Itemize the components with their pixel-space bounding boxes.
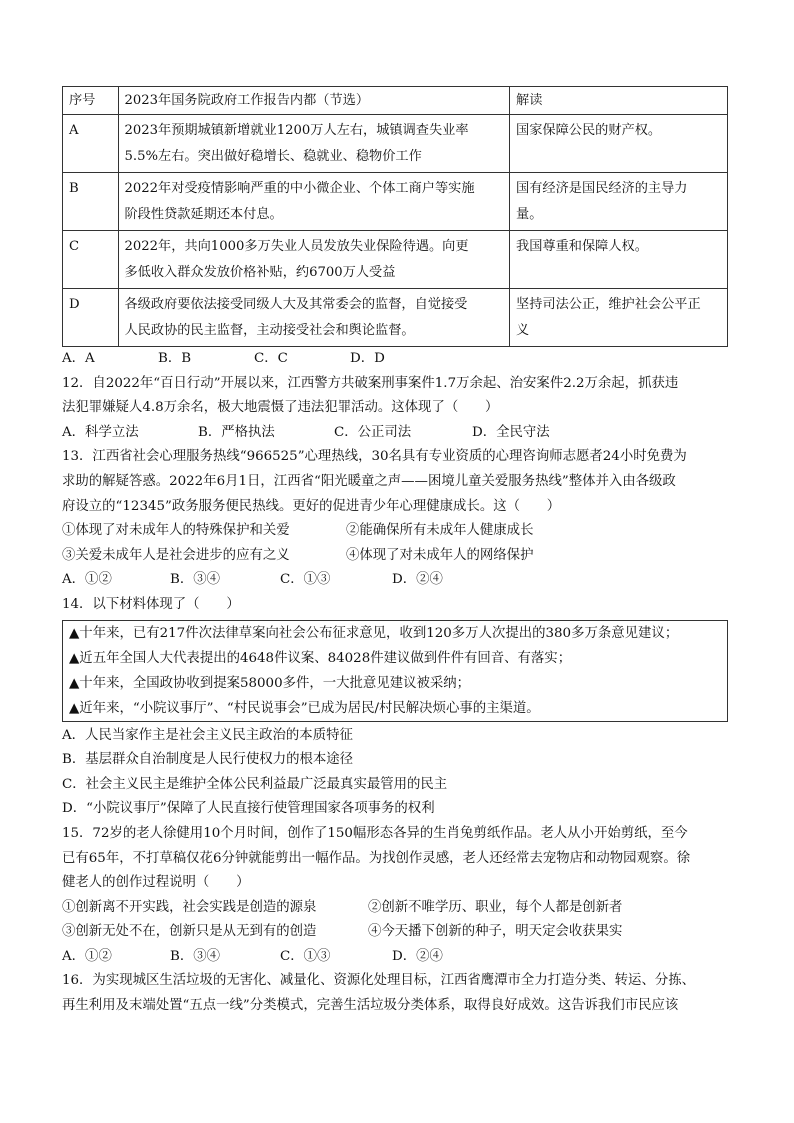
row-reading-line: 坚持司法公正，维护社会公平正 (516, 297, 701, 312)
table-row (63, 173, 728, 231)
question-stem-line: 已有65年，不打草稿仅花6分钟就能剪出一幅作品。为找创作灵感，老人还经常去宠物店和动物园观察。徐 (62, 850, 691, 866)
question-16 (62, 969, 732, 1018)
option-a[interactable]: A．A (62, 351, 95, 366)
q12-options (62, 421, 732, 446)
option-a[interactable]: A．人民当家作主是社会主义民主政治的本质特征 (62, 727, 353, 743)
row-content (118, 231, 510, 289)
row-content (118, 173, 510, 231)
question-stem-line: 14．以下材料体现了（ ） (62, 596, 240, 612)
statement-3: ③关爱未成年人是社会进步的应有之义 (62, 547, 290, 563)
statement-row (62, 519, 732, 544)
row-content-line: 多低收入群众发放价格补贴，约6700万人受益 (124, 265, 396, 280)
option-a[interactable]: A．①② (62, 572, 112, 588)
question-stem-line: 12．自2022年“百日行动”开展以来，江西警方共破案刑事案件1.7万余起、治安案件2.2万余起，抓获违 (62, 375, 679, 391)
material-line: ▲十年来，全国政协收到提案58000多件，一大批意见建议被采纳； (69, 675, 471, 691)
statement-4: ④今天播下创新的种子，明天定会收获果实 (368, 924, 623, 940)
option-d[interactable]: D．D (350, 351, 385, 366)
question-stem-line: 15．72岁的老人徐健用10个月时间，创作了150幅形态各异的生肖兔剪纸作品。老人从小开始剪纸，至今 (62, 825, 688, 841)
material-box (62, 620, 728, 722)
option-b[interactable]: B．基层群众自治制度是人民行使权力的根本途径 (62, 752, 354, 768)
question-stem-line: 再生利用及末端处置“五点一线”分类模式，完善生活垃圾分类体系，取得良好成效。这告诉我们市民应该 (62, 998, 679, 1014)
statement-4: ④体现了对未成年人的网络保护 (346, 547, 534, 563)
option-b[interactable]: B．③④ (170, 572, 221, 588)
question-stem-line: 16．为实现城区生活垃圾的无害化、减量化、资源化处理目标，江西省鹰潭市全力打造分类、转运、分拣、 (62, 973, 696, 989)
question-14 (62, 593, 732, 822)
row-content-line: 2023年预期城镇新增就业1200万人左右，城镇调查失业率 (124, 123, 469, 138)
row-reading (510, 231, 728, 289)
table-row (63, 115, 728, 173)
row-content (118, 289, 510, 347)
row-content-line: 人民政协的民主监督，主动接受社会和舆论监督。 (124, 323, 415, 338)
row-reading-line: 国有经济是国民经济的主导力 (516, 181, 688, 196)
material-line: ▲近五年全国人大代表提出的4648件议案、84028件建议做到件件有回音、有落实； (69, 650, 572, 666)
option-d[interactable]: D．②④ (392, 572, 443, 588)
row-id: D (63, 289, 119, 347)
row-reading (510, 173, 728, 231)
header-content: 2023年国务院政府工作报告内都（节选） (118, 87, 510, 115)
material-line: ▲十年来，已有217件次法律草案向社会公布征求意见，收到120多万人次提出的380多万条意见建议； (69, 625, 679, 641)
question-stem-line: 13．江西省社会心理服务热线“966525”心理热线，30名具有专业资质的心理咨询师志愿者24小时免费为 (62, 449, 687, 465)
option-c[interactable]: C．C (254, 351, 288, 366)
statement-1: ①体现了对未成年人的特殊保护和关爱 (62, 523, 290, 539)
statement-2: ②创新不唯学历、职业，每个人都是创新者 (368, 899, 623, 915)
row-reading-line: 义 (516, 323, 530, 338)
row-reading-line: 我国尊重和保障人权。 (516, 239, 648, 254)
question-12 (62, 372, 732, 446)
option-d[interactable]: D．全民守法 (472, 424, 550, 440)
question-13 (62, 445, 732, 593)
statement-3: ③创新无处不在，创新只是从无到有的创造 (62, 924, 317, 940)
statement-row (62, 544, 732, 569)
row-content-line: 5.5%左右。突出做好稳增长、稳就业、稳物价工作 (124, 149, 422, 164)
exam-page (62, 86, 732, 1019)
row-content (118, 115, 510, 173)
row-reading (510, 289, 728, 347)
row-reading (510, 115, 728, 173)
row-id: A (63, 115, 119, 173)
header-reading: 解读 (510, 87, 728, 115)
option-c[interactable]: C．公正司法 (334, 424, 412, 440)
option-c[interactable]: C．①③ (280, 572, 331, 588)
statement-row (62, 920, 732, 945)
question-stem-line: 府设立的“12345”政务服务便民热线。更好的促进青少年心理健康成长。这（ ） (62, 498, 561, 514)
row-content-line: 2022年，共向1000多万失业人员发放失业保险待遇。向更 (124, 239, 469, 254)
statement-row (62, 896, 732, 921)
statement-2: ②能确保所有未成年人健康成长 (346, 523, 534, 539)
option-a[interactable]: A．科学立法 (62, 424, 139, 440)
row-id: B (63, 173, 119, 231)
option-d[interactable]: D．“小院议事厅”保障了人民直接行使管理国家各项事务的权利 (62, 801, 435, 817)
option-c[interactable]: C．社会主义民主是维护全体公民利益最广泛最真实最管用的民主 (62, 776, 448, 792)
row-reading-line: 量。 (516, 207, 543, 222)
q11-table (62, 86, 728, 347)
option-b[interactable]: B．严格执法 (198, 424, 275, 440)
q15-options (62, 945, 732, 970)
q11-options (62, 347, 732, 372)
option-b[interactable]: B．③④ (170, 948, 221, 964)
row-content-line: 阶段性贷款延期还本付息。 (124, 207, 283, 222)
statement-1: ①创新离不开实践，社会实践是创造的源泉 (62, 899, 317, 915)
row-content-line: 2022年对受疫情影响严重的中小微企业、个体工商户等实施 (124, 181, 475, 196)
row-id: C (63, 231, 119, 289)
option-c[interactable]: C．①③ (280, 948, 331, 964)
q13-options (62, 568, 732, 593)
option-b[interactable]: B．B (158, 351, 192, 366)
material-line: ▲近年来，“小院议事厅”、“村民说事会”已成为居民/村民解决烦心事的主渠道。 (69, 700, 540, 716)
question-stem-line: 健老人的创作过程说明（ ） (62, 875, 250, 891)
row-content-line: 各级政府要依法接受同级人大及其常委会的监督，自觉接受 (124, 297, 468, 312)
table-row (63, 289, 728, 347)
question-stem-line: 求助的解疑答惑。2022年6月1日，江西省“阳光暖童之声——困境儿童关爱服务热线”整体并入由各级政 (62, 473, 676, 489)
table-row (63, 231, 728, 289)
table-header-row (63, 87, 728, 115)
option-a[interactable]: A．①② (62, 948, 112, 964)
question-stem-line: 法犯罪嫌疑人4.8万余名，极大地震慑了违法犯罪活动。这体现了（ ） (62, 400, 499, 416)
option-d[interactable]: D．②④ (392, 948, 443, 964)
question-15 (62, 822, 732, 970)
header-index: 序号 (63, 87, 119, 115)
row-reading-line: 国家保障公民的财产权。 (516, 123, 662, 138)
